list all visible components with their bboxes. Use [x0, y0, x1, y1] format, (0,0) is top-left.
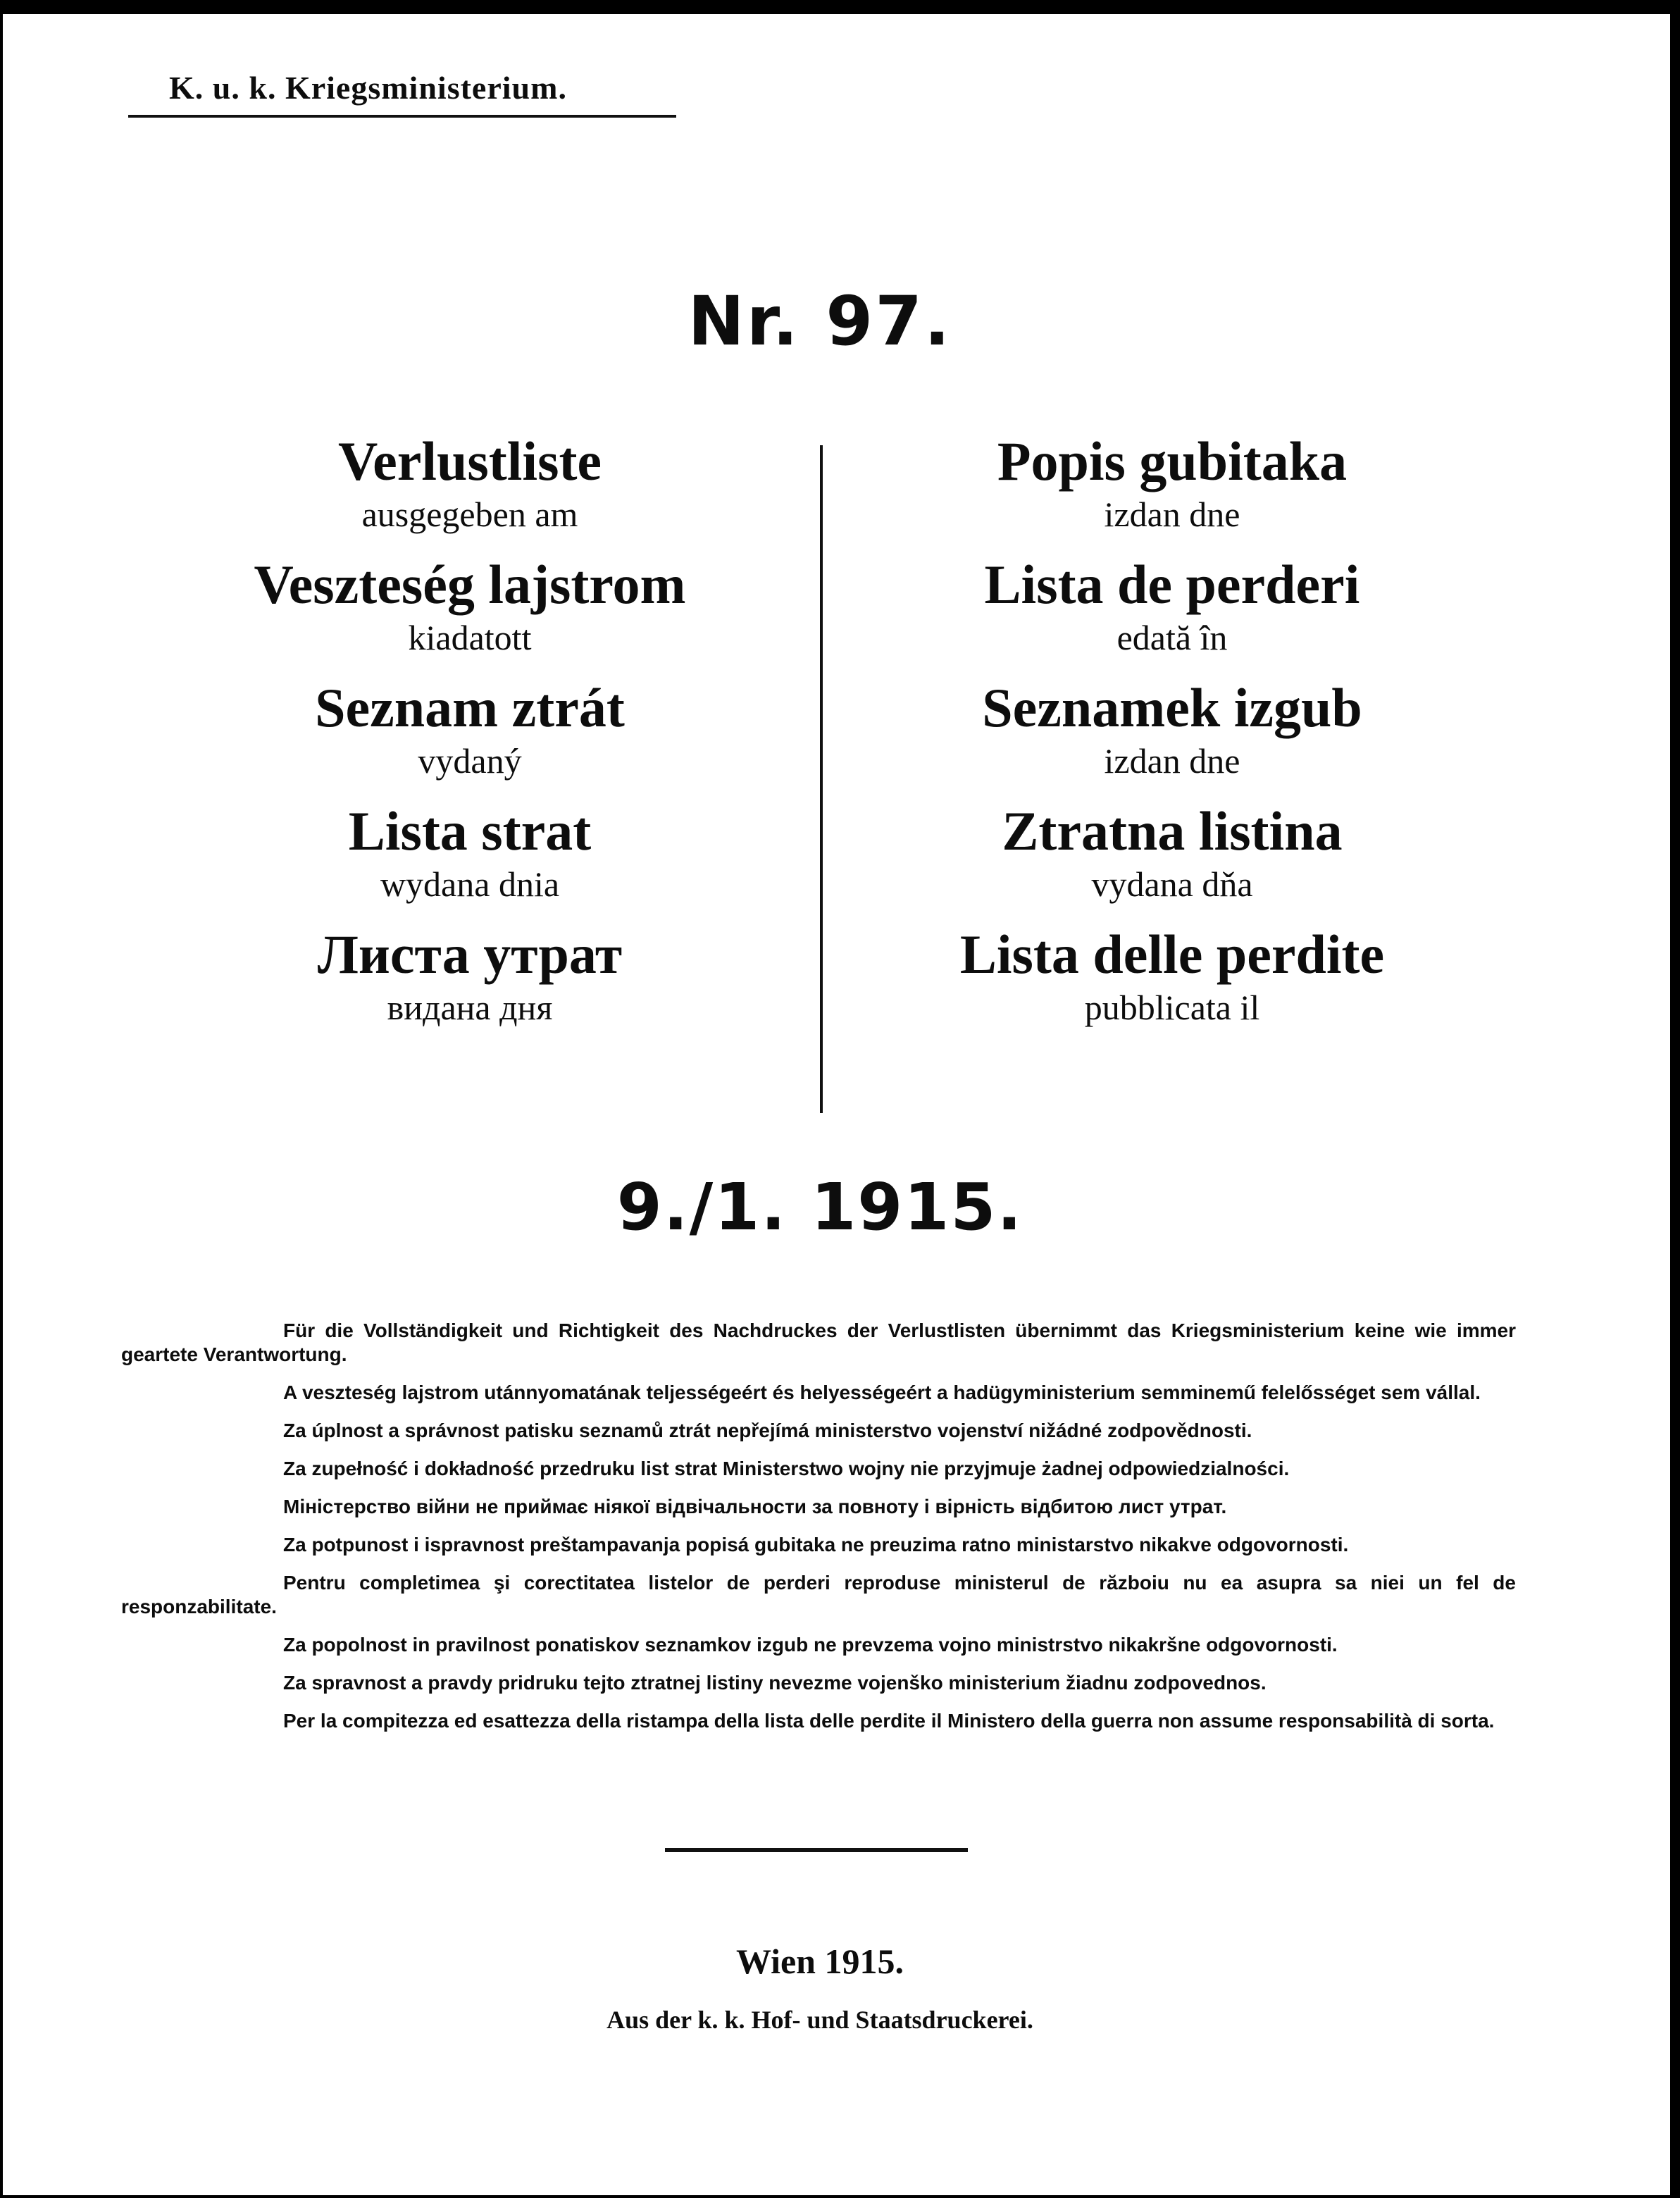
ministry-header: K. u. k. Kriegsministerium.: [128, 69, 676, 118]
disclaimer-hungarian: A veszteség lajstrom utánnyomatának teljességeért és helyességeért a hadügyministerium semminemű felelősséget sem vállal.: [283, 1381, 1481, 1403]
disclaimer-block: [121, 1319, 1516, 1747]
subtitle-german: ausgegeben am: [361, 495, 578, 534]
disclaimer-croatian: Za potpunost i ispravnost preštampavanja popisá gubitaka ne preuzima ratno ministarstvo nikakve odgovornosti.: [283, 1534, 1349, 1556]
subtitle-ukrainian: видана дня: [387, 988, 553, 1027]
disclaimer-german: Für die Vollständigkeit und Richtigkeit des Nachdruckes der Verlustlisten übernimmt das Kriegsministerium keine wie immer geartete Verantwortung.: [121, 1320, 1516, 1365]
title-czech: Seznam ztrát: [315, 677, 625, 738]
subtitle-czech: vydaný: [418, 741, 522, 781]
subtitle-italian: pubblicata il: [1084, 988, 1260, 1027]
subtitle-slovene: izdan dne: [1104, 741, 1240, 781]
list-number: Nr. 97.: [687, 282, 952, 361]
disclaimer-slovene: Za popolnost in pravilnost ponatiskov seznamkov izgub ne prevzema vojno ministrstvo nikakršne odgovornosti.: [283, 1634, 1338, 1656]
separator-rule: [665, 1848, 968, 1852]
disclaimer-czech: Za úplnost a správnost patisku seznamů ztrát nepřejímá ministerstvo vojenství nižádné zodpovědnosti.: [283, 1420, 1252, 1441]
subtitle-romanian: edată în: [1116, 618, 1228, 657]
title-ukrainian: Листа утрат: [317, 924, 623, 985]
printer-imprint: Aus der k. k. Hof- und Staatsdruckerei.: [606, 2006, 1033, 2034]
title-italian: Lista delle perdite: [959, 924, 1385, 985]
subtitle-slovak: vydana dňa: [1091, 864, 1253, 904]
disclaimer-italian: Per la compitezza ed esattezza della ristampa della lista delle perdite il Ministero della guerra non assume responsabilità di sorta.: [283, 1710, 1495, 1732]
title-slovene: Seznamek izgub: [982, 677, 1362, 738]
subtitle-polish: wydana dnia: [380, 864, 560, 904]
title-croatian: Popis gubitaka: [997, 430, 1348, 492]
subtitle-croatian: izdan dne: [1104, 495, 1240, 534]
title-slovak: Ztratna listina: [1002, 800, 1343, 862]
title-romanian: Lista de perderi: [984, 554, 1360, 615]
publication-place: Wien 1915.: [736, 1942, 904, 1981]
disclaimer-ukrainian: Міністерство війни не приймає ніякої відвічальности за повноту і вірність відбитою лист утрат.: [283, 1496, 1227, 1517]
right-title-column: [820, 430, 1524, 1046]
title-polish: Lista strat: [348, 800, 592, 862]
disclaimer-polish: Za zupełność i dokładność przedruku list strat Ministerstwo wojny nie przyjmuje żadnej odpowiedzialności.: [283, 1458, 1290, 1479]
left-title-column: [121, 430, 819, 1046]
disclaimer-romanian: Pentru completimea şi corectitatea listelor de perderi reproduse ministerul de războiu nu ea asupra sa niei un fel de responzabilitate.: [121, 1572, 1516, 1618]
title-german: Verlustliste: [337, 430, 602, 492]
subtitle-hungarian: kiadatott: [408, 618, 532, 657]
title-hungarian: Veszteség lajstrom: [254, 554, 686, 615]
issue-date: 9./1. 1915.: [616, 1169, 1023, 1245]
disclaimer-slovak: Za spravnost a pravdy pridruku tejto ztratnej listiny nevezme vojenško ministerium žiadnu zodpovednos.: [283, 1672, 1267, 1694]
